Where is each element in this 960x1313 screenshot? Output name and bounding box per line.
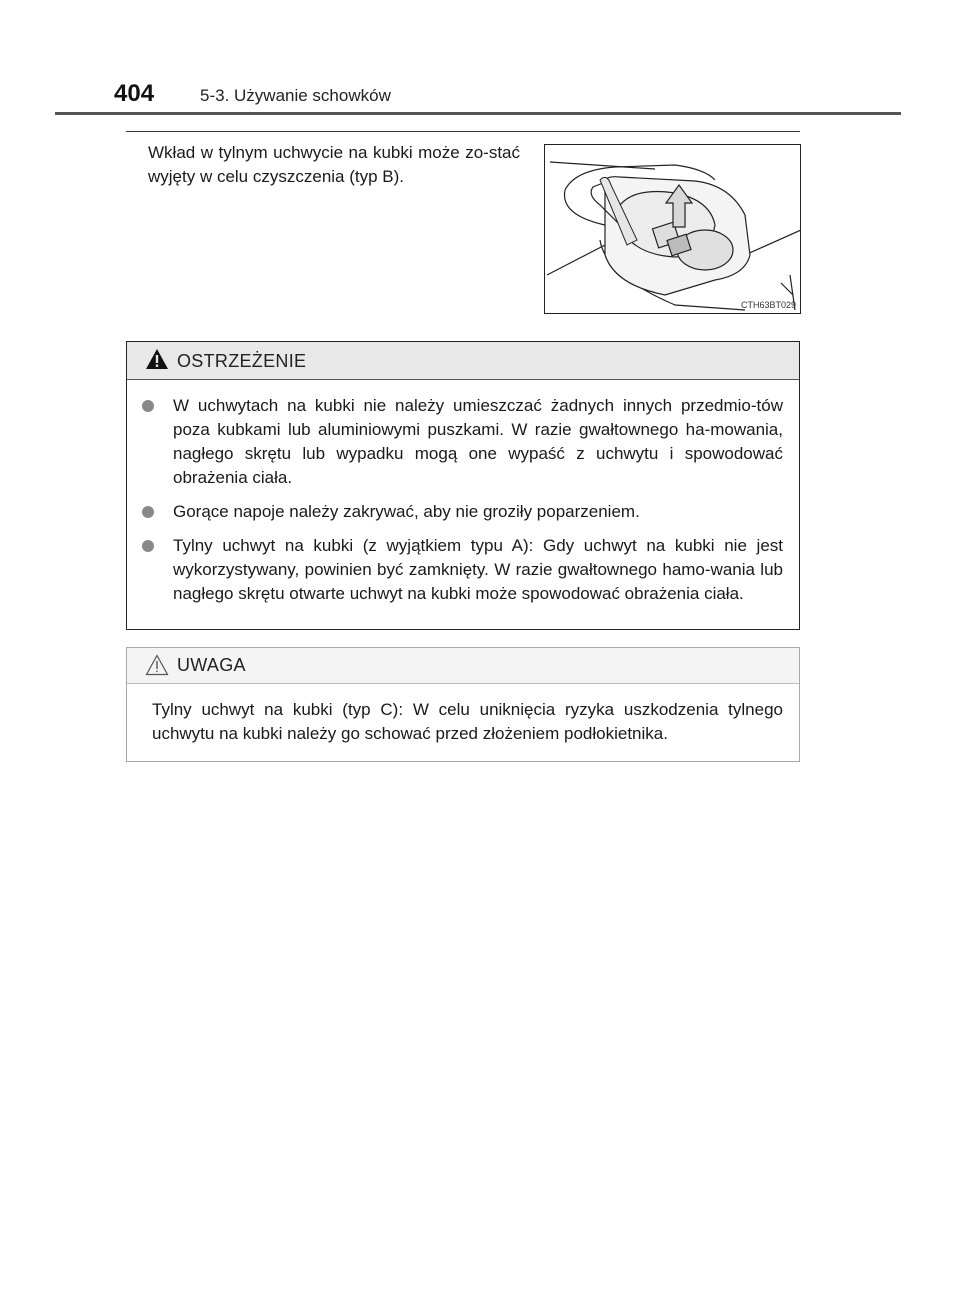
warning-item bbox=[173, 394, 783, 490]
warning-item-text: Tylny uchwyt na kubki (z wyjątkiem typu A): Gdy uchwyt na kubki nie jest wykorzystywany, powinien być zamknięty. W razie gwałtownego hamo-wania lub nagłego skrętu otwarte uchwyt na kubki może spowodować obrażenia ciała. bbox=[173, 536, 783, 603]
warning-item-text: W uchwytach na kubki nie należy umieszczać żadnych innych przedmio-tów poza kubkami lub aluminiowymi puszkami. W razie gwałtownego ha-mowania, nagłego skrętu lub wypadku mogą one wypaść z uchwytu i spowodować obrażenia ciała. bbox=[173, 396, 783, 487]
header-divider bbox=[55, 112, 901, 115]
section-divider bbox=[126, 131, 800, 132]
intro-paragraph: Wkład w tylnym uchwycie na kubki może zo-stać wyjęty w celu czyszczenia (typ B). bbox=[148, 143, 520, 186]
section-title: 5-3. Używanie schowków bbox=[200, 86, 391, 105]
cup-holder-drawing bbox=[545, 145, 801, 314]
figure-code: CTH63BT029 bbox=[740, 300, 796, 310]
warning-item bbox=[173, 500, 783, 524]
bullet-icon bbox=[142, 400, 154, 412]
warning-title: OSTRZEŻENIE bbox=[177, 351, 307, 371]
notice-box bbox=[126, 647, 800, 762]
caution-icon bbox=[145, 654, 169, 681]
warning-icon bbox=[145, 348, 169, 375]
warning-box bbox=[126, 341, 800, 630]
bullet-icon bbox=[142, 540, 154, 552]
notice-header bbox=[127, 648, 799, 684]
bullet-icon bbox=[142, 506, 154, 518]
warning-list bbox=[127, 380, 799, 606]
cup-holder-illustration bbox=[544, 144, 801, 314]
page-number: 404 bbox=[114, 80, 155, 107]
warning-item bbox=[173, 534, 783, 606]
warning-header bbox=[127, 342, 799, 380]
warning-item-text: Gorące napoje należy zakrywać, aby nie groziły poparzeniem. bbox=[173, 502, 640, 521]
notice-text: Tylny uchwyt na kubki (typ C): W celu uniknięcia ryzyka uszkodzenia tylnego uchwytu na kubki należy go schować przed złożeniem podłokietnika. bbox=[152, 700, 783, 743]
notice-title: UWAGA bbox=[177, 655, 246, 675]
